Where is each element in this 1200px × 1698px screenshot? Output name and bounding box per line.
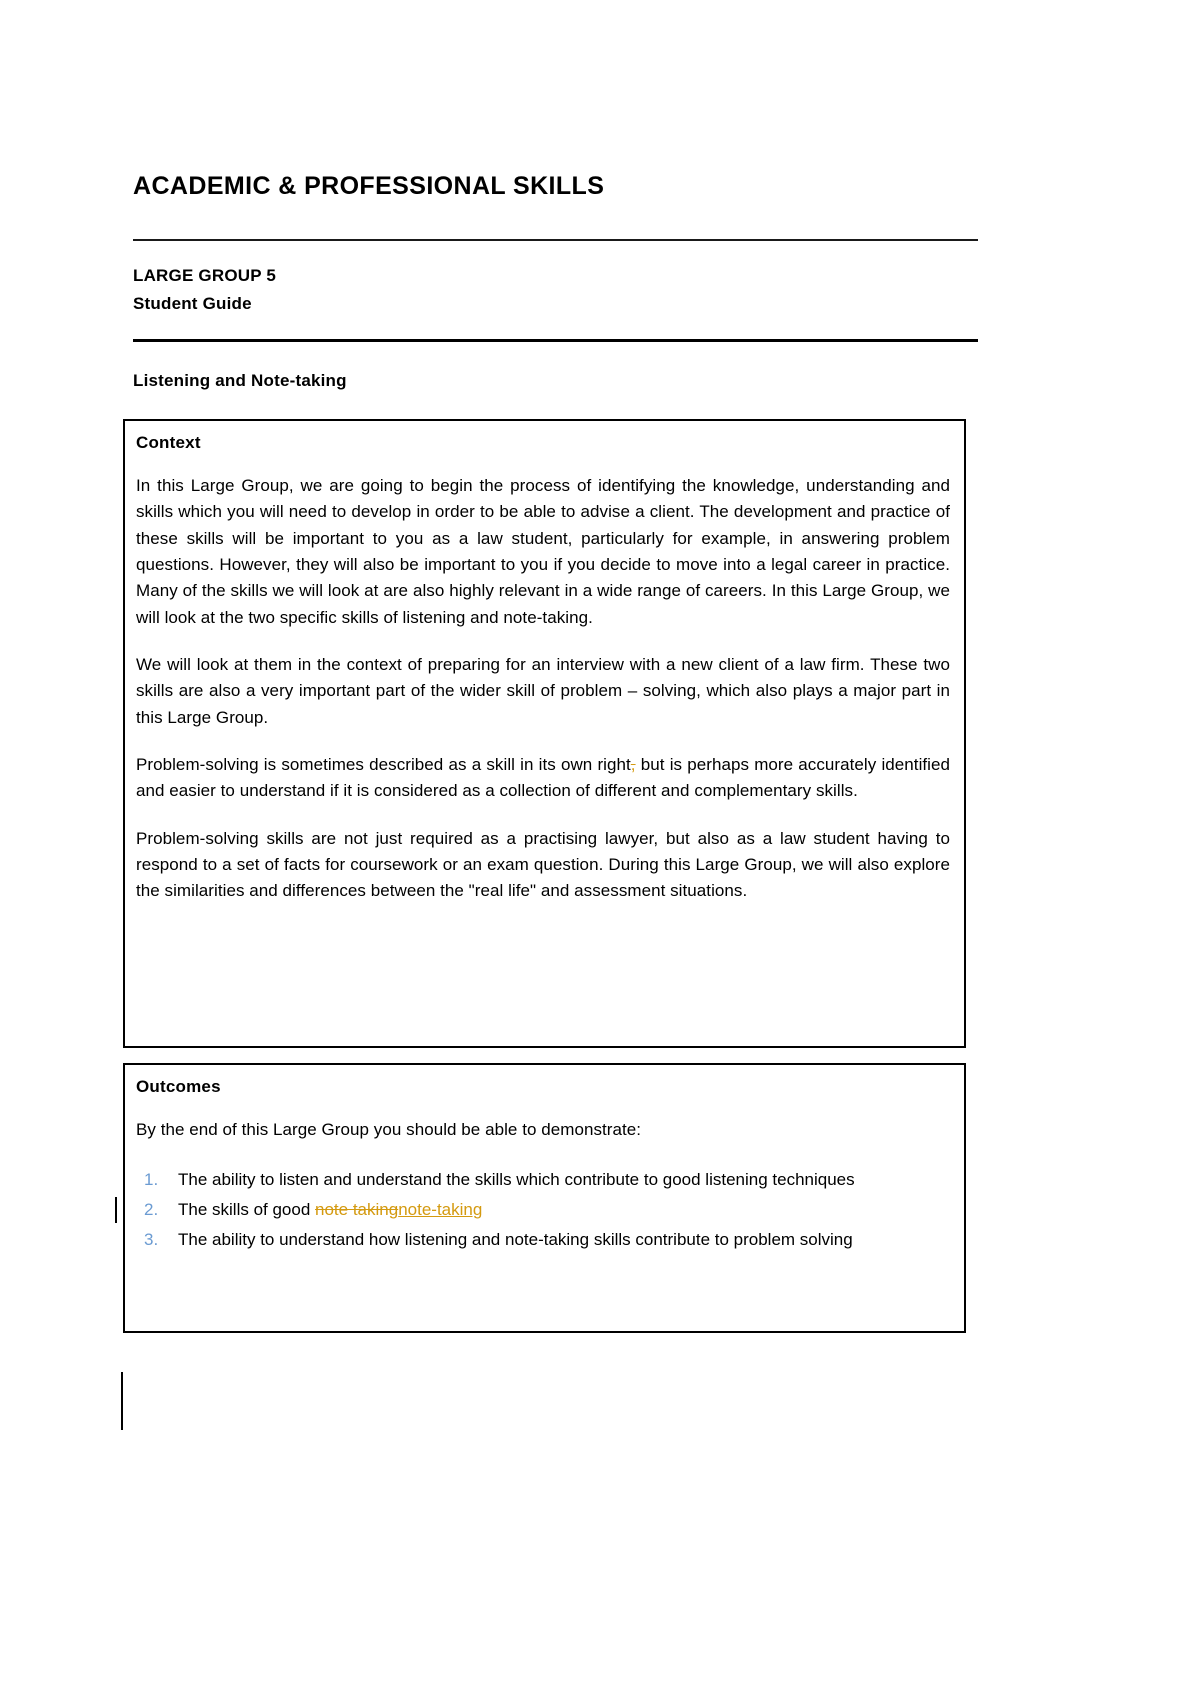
tracked-deletion-note-taking: note taking xyxy=(315,1200,399,1220)
context-paragraph-4: Problem-solving skills are not just required as a practising lawyer, but also as a law student having to respond to a set of facts for coursework or an exam question. During this Large Group, we will also explore the similarities and differences between the "real life" and assessment situations. xyxy=(136,828,950,901)
section-heading: Listening and Note-taking xyxy=(133,371,347,390)
change-bar-bottom xyxy=(121,1372,123,1430)
context-paragraph-3-text-before: Problem-solving is sometimes described as a skill in its own right xyxy=(136,755,631,775)
subtitle-block xyxy=(133,262,978,318)
outcomes-intro: By the end of this Large Group you should be able to demonstrate: xyxy=(136,1120,642,1139)
outcome-item-3 xyxy=(136,1225,950,1255)
change-bar-paragraph-3 xyxy=(123,754,125,778)
page-title: ACADEMIC & PROFESSIONAL SKILLS xyxy=(133,172,605,200)
context-paragraph-3-text-after: but is perhaps more accurately identified and easier to understand if it is considered as a collection of different and complementary skills. xyxy=(136,755,951,801)
context-box xyxy=(123,419,966,1048)
outcome-item-3-text: The ability to understand how listening and note-taking skills contribute to problem solving xyxy=(178,1229,853,1249)
context-box-title: Context xyxy=(136,433,201,452)
student-guide-label: Student Guide xyxy=(133,294,252,314)
outcome-item-2 xyxy=(136,1195,950,1225)
tracked-deletion-comma: , xyxy=(630,755,636,775)
outcome-item-1 xyxy=(136,1165,950,1195)
large-group-label: LARGE GROUP 5 xyxy=(133,266,277,285)
context-paragraph-1: In this Large Group, we are going to begin the process of identifying the knowledge, understanding and skills which you will need to develop in order to be able to advise a client. The development and practice of these skills will be important to you as a law student, particularly for example, in answering problem questions. However, they will also be important to you if you decide to move into a legal career in practice. Many of the skills we will look at are also highly relevant in a wide range of careers. In this Large Group, we will look at the two specific skills of listening and note-taking. xyxy=(136,476,950,627)
outcomes-box-title: Outcomes xyxy=(136,1077,221,1096)
subtitle-divider-rule xyxy=(133,339,978,342)
outcome-item-1-text: The ability to listen and understand the skills which contribute to good listening techniques xyxy=(178,1170,855,1190)
change-bar-outcome-2 xyxy=(115,1197,117,1223)
context-paragraph-3 xyxy=(136,752,950,805)
tracked-insertion-note-taking: note-taking xyxy=(398,1200,483,1220)
outcomes-list xyxy=(136,1165,950,1254)
outcomes-box xyxy=(123,1063,966,1333)
outcome-item-2-text-before: The skills of good xyxy=(178,1200,316,1220)
context-paragraph-2: We will look at them in the context of preparing for an interview with a new client of a law firm. These two skills are also a very important part of the wider skill of problem – solving, which also plays a major part in this Large Group. xyxy=(136,655,950,727)
title-divider-rule xyxy=(133,239,978,241)
